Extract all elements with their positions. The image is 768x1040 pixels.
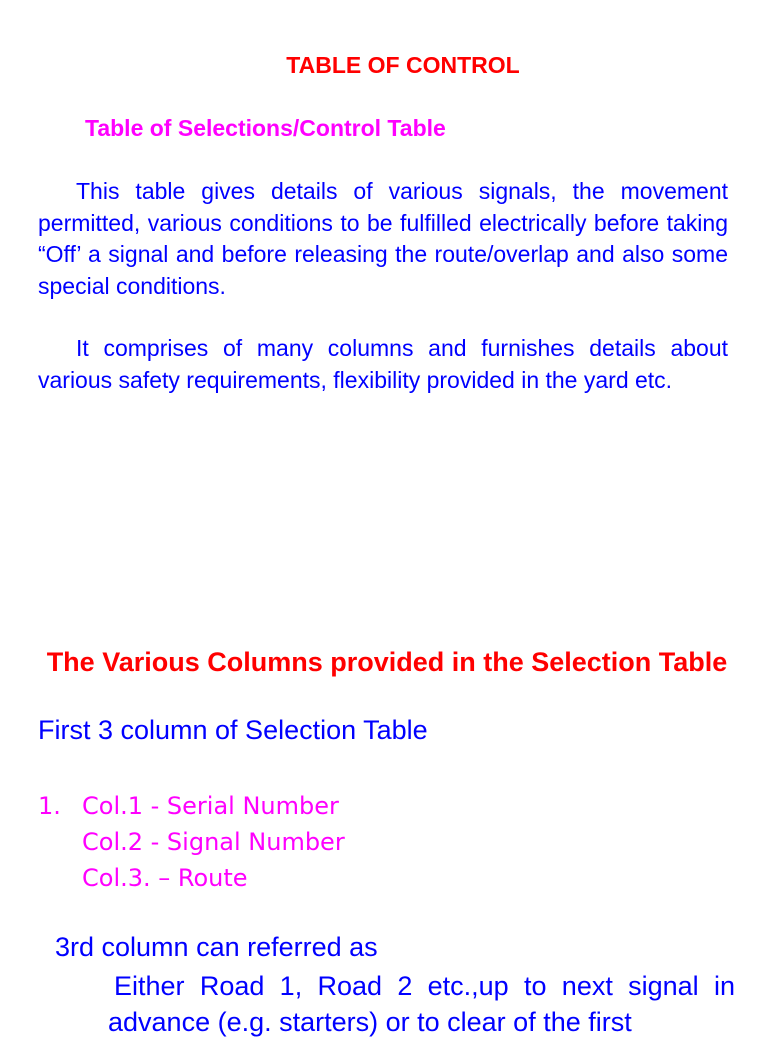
column-list (38, 788, 345, 896)
column-item-serial: Col.1 - Serial Number (82, 792, 339, 820)
columns-paragraph: It comprises of many columns and furnishes details about various safety requirements, flexibility provided in the yard etc. (38, 335, 728, 393)
list-item (38, 860, 345, 896)
third-column-line: 3rd column can referred as (55, 932, 378, 962)
subtitle: Table of Selections/Control Table (85, 115, 446, 141)
list-number: 1. (38, 792, 61, 820)
column-item-route: Col.3. – Route (82, 864, 248, 892)
list-item (38, 788, 345, 824)
first-columns-line: First 3 column of Selection Table (38, 715, 428, 745)
column-item-signal: Col.2 - Signal Number (82, 828, 345, 856)
list-item (38, 824, 345, 860)
intro-paragraph: This table gives details of various signals, the movement permitted, various conditions to be fulfilled electrically before taking “Off’ a signal and before releasing the route/overlap and also some special conditions. (38, 178, 728, 299)
section-heading: The Various Columns provided in the Selection Table (46, 647, 728, 677)
third-column-detail: Either Road 1, Road 2 etc.,up to next signal in advance (e.g. starters) or to clear of the first (108, 971, 735, 1037)
page-title: TABLE OF CONTROL (286, 52, 520, 78)
